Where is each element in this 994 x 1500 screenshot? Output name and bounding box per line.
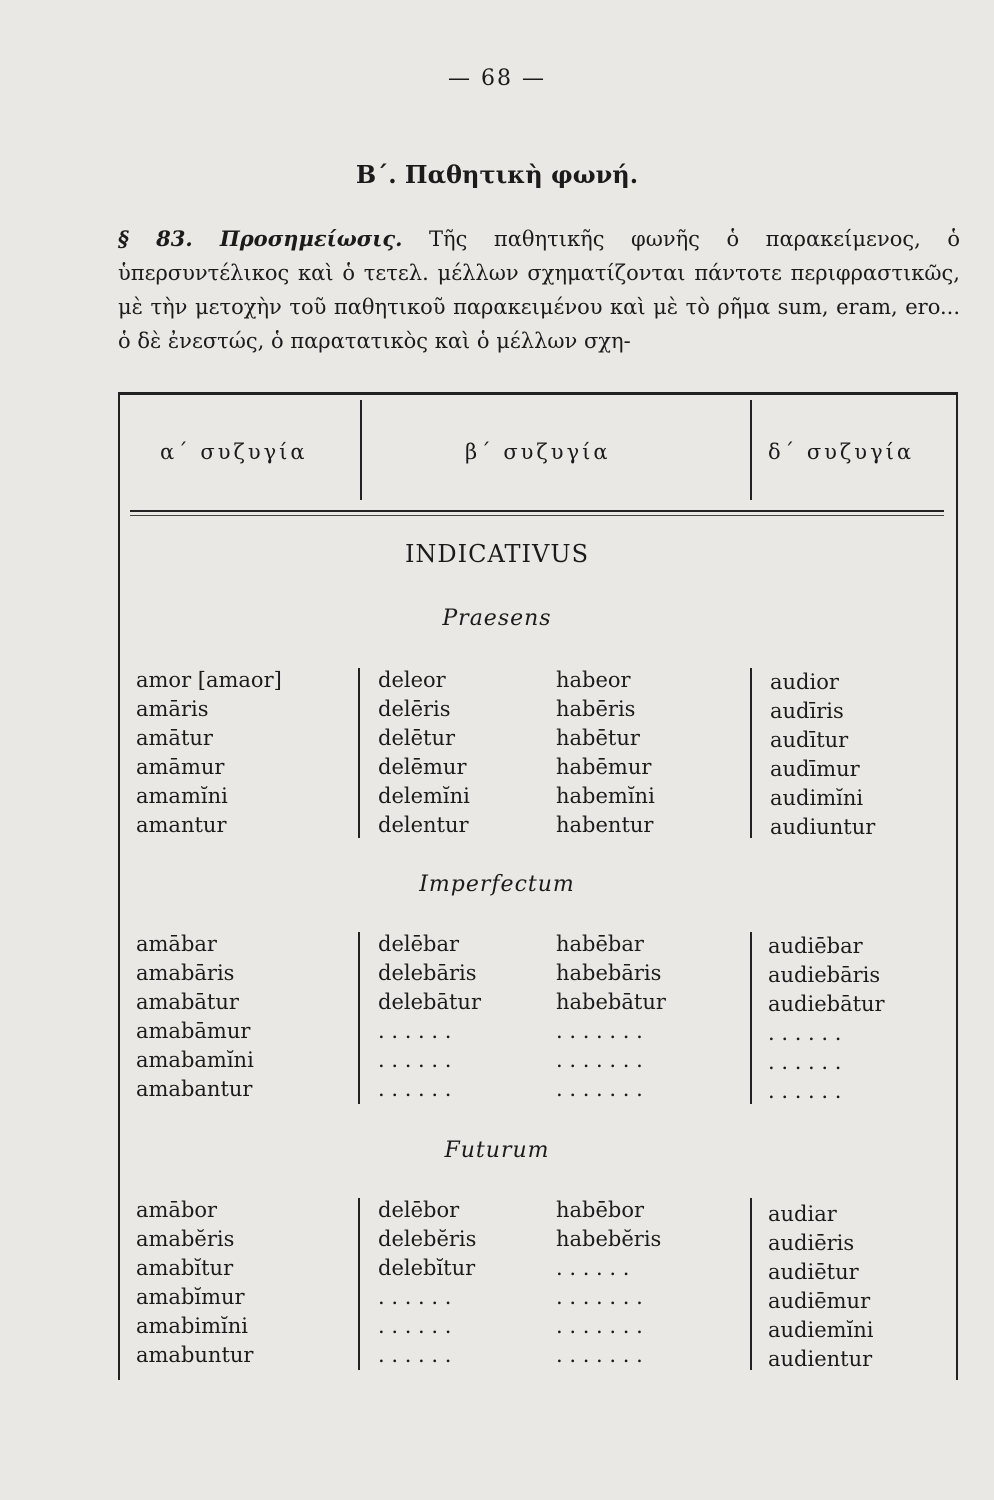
futurum-third-column xyxy=(556,1196,661,1370)
column-divider xyxy=(750,668,752,838)
dots: . . . . . . . xyxy=(556,1019,643,1043)
verb-form: audientur xyxy=(768,1347,873,1371)
verb-form: habebātur xyxy=(556,990,666,1014)
dots: . . . . . . xyxy=(768,1050,842,1074)
verb-form: audiebāris xyxy=(768,963,881,987)
verb-form: habētur xyxy=(556,726,640,750)
verb-form: audiēris xyxy=(768,1231,855,1255)
dots: . . . . . . . xyxy=(556,1285,643,1309)
verb-form: habebĕris xyxy=(556,1227,662,1251)
dots: . . . . . . xyxy=(378,1314,452,1338)
dots: . . . . . . xyxy=(378,1019,452,1043)
column-divider xyxy=(358,668,360,838)
dots: . . . . . . xyxy=(378,1048,452,1072)
header-second-conjugation: β΄ συζυγία xyxy=(465,440,611,464)
intro-paragraph xyxy=(118,222,960,358)
imperfectum-second-column xyxy=(378,930,481,1104)
header-divider-2 xyxy=(750,400,752,500)
verb-form: habemĭni xyxy=(556,784,655,808)
verb-form: habeor xyxy=(556,668,631,692)
verb-form: delebĭtur xyxy=(378,1256,476,1280)
verb-form: audīris xyxy=(770,699,844,723)
verb-form: delēris xyxy=(378,697,451,721)
dots: . . . . . . xyxy=(556,1256,630,1280)
tense-title-imperfectum: Imperfectum xyxy=(419,872,575,897)
verb-form: audimĭni xyxy=(770,786,864,810)
section-title: Β΄. Παθητικὴ φωνή. xyxy=(355,160,639,189)
praesens-first-column xyxy=(136,666,282,840)
dots: . . . . . . . xyxy=(556,1077,643,1101)
verb-form: habēbar xyxy=(556,932,644,956)
futurum-first-column xyxy=(136,1196,253,1370)
column-divider xyxy=(750,1198,752,1370)
verb-form: delēbor xyxy=(378,1198,460,1222)
verb-form: amabantur xyxy=(136,1077,253,1101)
verb-form: audiētur xyxy=(768,1260,859,1284)
verb-form: amabimĭni xyxy=(136,1314,248,1338)
verb-form: delebāris xyxy=(378,961,477,985)
verb-form: amāmur xyxy=(136,755,225,779)
verb-form: audiebātur xyxy=(768,992,885,1016)
futurum-fourth-column xyxy=(768,1200,874,1374)
verb-form: amātur xyxy=(136,726,213,750)
futurum-second-column xyxy=(378,1196,476,1370)
verb-form: habēris xyxy=(556,697,636,721)
verb-form: delentur xyxy=(378,813,469,837)
verb-form: amabāris xyxy=(136,961,235,985)
verb-form: delēmur xyxy=(378,755,467,779)
verb-form: amabuntur xyxy=(136,1343,254,1367)
verb-form: habebāris xyxy=(556,961,662,985)
dots: . . . . . . xyxy=(378,1077,452,1101)
dots: . . . . . . xyxy=(378,1285,452,1309)
verb-form: amor [amaor] xyxy=(136,668,282,692)
verb-form: deleor xyxy=(378,668,446,692)
verb-form: habēbor xyxy=(556,1198,645,1222)
column-divider xyxy=(358,1198,360,1370)
dots: . . . . . . xyxy=(378,1343,452,1367)
paragraph-text: Τῆς παθητικῆς φωνῆς ὁ παρακείμενος, ὁ ὑπερσυντέλικος καὶ ὁ τετελ. μέλλων σχηματίζονται πάντοτε περιφραστικῶς, μὲ τὴν μετοχὴν τοῦ παθητικοῦ παρακειμένου καὶ μὲ τὸ ρῆμα sum, eram, ero... ὁ δὲ ἐνεστώς, ὁ παρατατικὸς καὶ ὁ μέλλων σχη- xyxy=(118,227,960,353)
header-divider-1 xyxy=(360,400,362,500)
imperfectum-third-column xyxy=(556,930,666,1104)
verb-form: amābor xyxy=(136,1198,218,1222)
dots: . . . . . . . xyxy=(556,1048,643,1072)
praesens-second-column xyxy=(378,666,470,840)
verb-form: delebĕris xyxy=(378,1227,477,1251)
verb-form: audiēmur xyxy=(768,1289,871,1313)
verb-form: amamĭni xyxy=(136,784,228,808)
imperfectum-first-column xyxy=(136,930,254,1104)
verb-form: audītur xyxy=(770,728,849,752)
imperfectum-fourth-column xyxy=(768,932,885,1106)
tense-title-praesens: Praesens xyxy=(442,606,552,631)
verb-form: audiuntur xyxy=(770,815,876,839)
verb-form: habentur xyxy=(556,813,654,837)
tense-title-futurum: Futurum xyxy=(444,1138,550,1163)
dots: . . . . . . . xyxy=(556,1314,643,1338)
verb-form: amabāmur xyxy=(136,1019,251,1043)
verb-form: audiar xyxy=(768,1202,837,1226)
verb-form: delētur xyxy=(378,726,456,750)
header-first-conjugation: α΄ συζυγία xyxy=(160,440,308,464)
verb-form: amabĭtur xyxy=(136,1256,234,1280)
verb-form: audīmur xyxy=(770,757,860,781)
verb-form: amabātur xyxy=(136,990,239,1014)
verb-form: audior xyxy=(770,670,839,694)
dots: . . . . . . . xyxy=(556,1343,643,1367)
mood-title: INDICATIVUS xyxy=(404,540,590,568)
praesens-third-column xyxy=(556,666,655,840)
header-rule-thin xyxy=(130,515,944,516)
verb-form: amāris xyxy=(136,697,209,721)
verb-form: audiēbar xyxy=(768,934,863,958)
verb-form: delebātur xyxy=(378,990,481,1014)
verb-form: delēbar xyxy=(378,932,460,956)
paragraph-heading: § 83. Προσημείωσις. xyxy=(118,226,403,251)
verb-form: amabĭmur xyxy=(136,1285,245,1309)
verb-form: delemĭni xyxy=(378,784,470,808)
verb-form: habēmur xyxy=(556,755,652,779)
praesens-fourth-column xyxy=(770,668,875,842)
dots: . . . . . . xyxy=(768,1021,842,1045)
page-number: — 68 — xyxy=(448,66,546,91)
column-divider xyxy=(358,932,360,1104)
verb-form: amabamĭni xyxy=(136,1048,254,1072)
column-divider xyxy=(750,932,752,1104)
verb-form: audiemĭni xyxy=(768,1318,874,1342)
dots: . . . . . . xyxy=(768,1079,842,1103)
verb-form: amabĕris xyxy=(136,1227,235,1251)
header-fourth-conjugation: δ΄ συζυγία xyxy=(768,440,915,464)
verb-form: amantur xyxy=(136,813,227,837)
verb-form: amābar xyxy=(136,932,217,956)
header-rule xyxy=(130,510,944,512)
